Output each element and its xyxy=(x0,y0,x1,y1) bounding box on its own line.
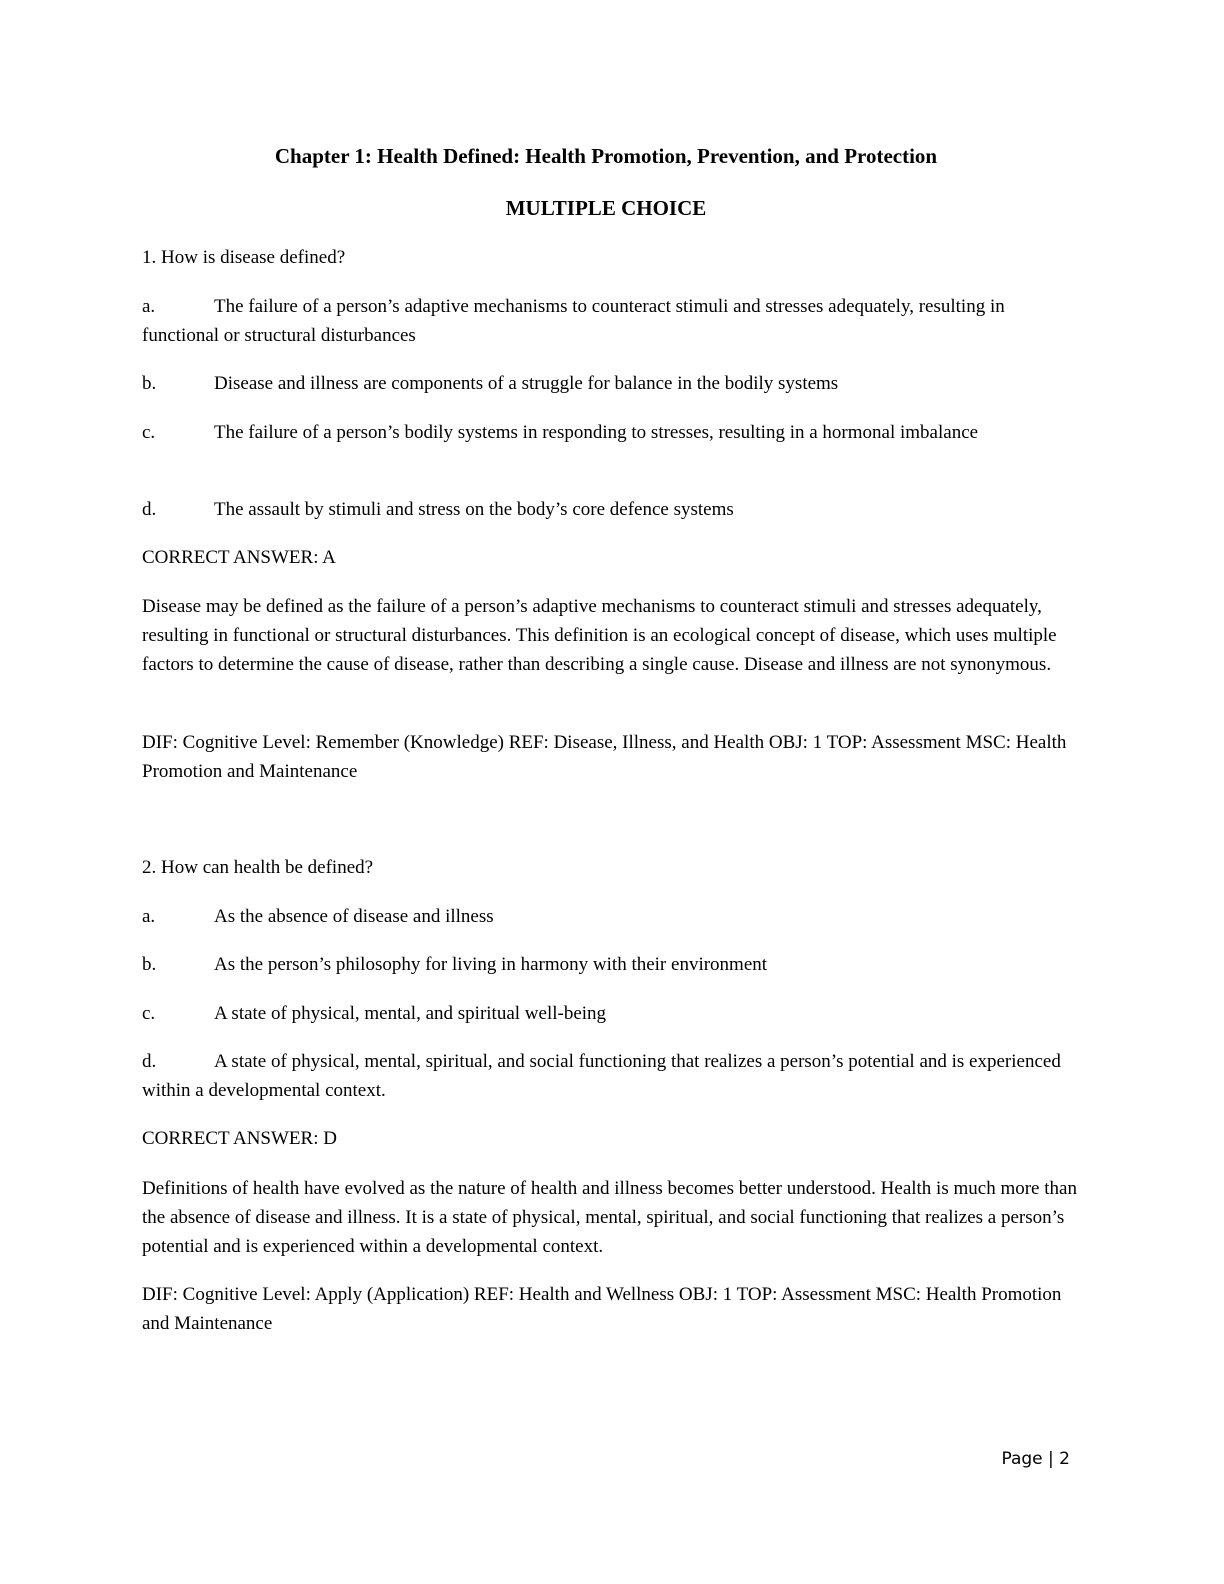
question-2-meta: DIF: Cognitive Level: Apply (Application) REF: Health and Wellness OBJ: 1 TOP: Assessment MSC: Health Promotion and Maintenance xyxy=(142,1284,1062,1334)
question-1-option-a xyxy=(142,292,1082,350)
question-2-option-c xyxy=(142,999,1082,1028)
option-text: The failure of a person’s adaptive mechanisms to counteract stimuli and stresses adequately, resulting in functional or structural disturbances xyxy=(142,296,1005,346)
chapter-title: Chapter 1: Health Defined: Health Promotion, Prevention, and Protection xyxy=(274,144,938,168)
option-text: A state of physical, mental, spiritual, and social functioning that realizes a person’s potential and is experienced within a developmental context. xyxy=(142,1051,1061,1101)
option-text: As the person’s philosophy for living in harmony with their environment xyxy=(214,954,768,975)
option-letter: a. xyxy=(142,296,156,317)
option-letter: a. xyxy=(142,906,156,927)
question-1-stem: 1. How is disease defined? xyxy=(142,247,346,268)
page-number: Page | 2 xyxy=(1001,1449,1070,1469)
question-2-option-b xyxy=(142,950,1082,979)
question-1-meta: DIF: Cognitive Level: Remember (Knowledge) REF: Disease, Illness, and Health OBJ: 1 TOP: Assessment MSC: Health Promotion and Maintenance xyxy=(142,732,1067,782)
option-text: The assault by stimuli and stress on the body’s core defence systems xyxy=(214,499,734,520)
option-text: A state of physical, mental, and spiritual well-being xyxy=(214,1003,607,1024)
option-text: The failure of a person’s bodily systems in responding to stresses, resulting in a hormonal imbalance xyxy=(214,422,979,443)
option-letter: c. xyxy=(142,422,156,443)
question-1-answer: CORRECT ANSWER: A xyxy=(142,547,336,568)
option-letter: d. xyxy=(142,499,157,520)
question-1-rationale: Disease may be defined as the failure of a person’s adaptive mechanisms to counteract stimuli and stresses adequately, resulting in functional or structural disturbances. This definition is an ecological concept of disease, which uses multiple factors to determine the cause of disease, rather than describing a single cause. Disease and illness are not synonymous. xyxy=(142,596,1057,675)
question-2-option-a xyxy=(142,902,1082,931)
option-letter: d. xyxy=(142,1051,157,1072)
question-1-option-b xyxy=(142,369,1082,398)
question-2-option-d xyxy=(142,1047,1082,1105)
option-text: As the absence of disease and illness xyxy=(214,906,494,927)
option-letter: b. xyxy=(142,373,157,394)
section-title: MULTIPLE CHOICE xyxy=(505,196,707,220)
question-1-option-d xyxy=(142,495,1082,524)
question-1-option-c xyxy=(142,418,1082,447)
question-2-rationale: Definitions of health have evolved as the nature of health and illness becomes better understood. Health is much more than the absence of disease and illness. It is a state of physical, mental, spiritual, and social functioning that realizes a person’s potential and is experienced within a developmental context. xyxy=(142,1178,1077,1257)
option-text: Disease and illness are components of a struggle for balance in the bodily systems xyxy=(214,373,839,394)
question-2-answer: CORRECT ANSWER: D xyxy=(142,1128,337,1149)
option-letter: c. xyxy=(142,1003,156,1024)
option-letter: b. xyxy=(142,954,157,975)
question-2-stem: 2. How can health be defined? xyxy=(142,857,374,878)
